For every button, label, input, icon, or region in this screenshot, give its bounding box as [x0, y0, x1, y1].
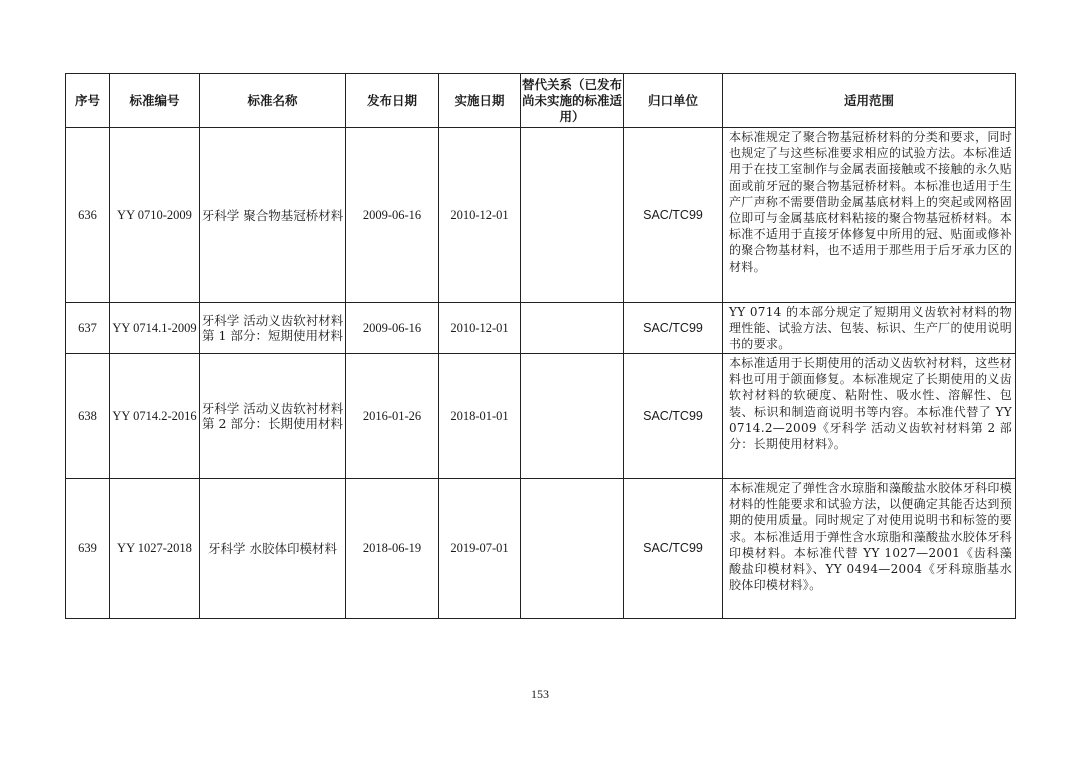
row-seq: 636 — [66, 128, 110, 303]
row-name: 牙科学 聚合物基冠桥材料 — [200, 128, 346, 303]
row-replacement — [521, 479, 624, 619]
row-publish-date: 2009-06-16 — [346, 303, 439, 354]
row-unit: SAC/TC99 — [624, 128, 723, 303]
row-replacement — [521, 303, 624, 354]
row-scope: 本标准规定了聚合物基冠桥材料的分类和要求，同时也规定了与这些标准要求相应的试验方法。本标准适用于在技工室制作与金属表面接触或不接触的永久贴面或前牙冠的聚合物基冠桥材料。本标准也适用于生产厂声称不需要借助金属基底材料上的突起或网格固位即可与金属基底材料粘接的聚合物基冠桥材料。本标准不适用于直接牙体修复中所用的冠、贴面或修补的聚合物基材料，也不适用于那些用于后牙承力区的材料。 — [723, 128, 1016, 303]
row-seq: 638 — [66, 354, 110, 479]
table-row — [66, 303, 1016, 354]
row-seq: 639 — [66, 479, 110, 619]
row-name: 牙科学 活动义齿软衬材料第 2 部分：长期使用材料 — [200, 354, 346, 479]
header-unit: 归口单位 — [624, 74, 723, 128]
row-seq: 637 — [66, 303, 110, 354]
row-publish-date: 2018-06-19 — [346, 479, 439, 619]
header-replacement: 替代关系（已发布尚未实施的标准适用） — [521, 74, 624, 128]
header-scope: 适用范围 — [723, 74, 1016, 128]
page-number: 153 — [531, 687, 549, 701]
row-unit: SAC/TC99 — [624, 303, 723, 354]
row-replacement — [521, 354, 624, 479]
row-publish-date: 2016-01-26 — [346, 354, 439, 479]
row-replacement — [521, 128, 624, 303]
row-name: 牙科学 活动义齿软衬材料第 1 部分：短期使用材料 — [200, 303, 346, 354]
header-name: 标准名称 — [200, 74, 346, 128]
table-row — [66, 479, 1016, 619]
table-row — [66, 128, 1016, 303]
row-code: YY 1027-2018 — [110, 479, 200, 619]
row-code: YY 0710-2009 — [110, 128, 200, 303]
row-implement-date: 2010-12-01 — [439, 128, 521, 303]
row-publish-date: 2009-06-16 — [346, 128, 439, 303]
row-scope: YY 0714 的本部分规定了短期用义齿软衬材料的物理性能、试验方法、包装、标识、生产厂的使用说明书的要求。 — [723, 303, 1016, 354]
row-scope: 本标准规定了弹性含水琼脂和藻酸盐水胶体牙科印模材料的性能要求和试验方法，以便确定其能否达到预期的使用质量。同时规定了对使用说明书和标签的要求。本标准适用于弹性含水琼脂和藻酸盐水胶体牙科印模材料。本标准代替 YY 1027—2001《齿科藻酸盐印模材料》、YY 0494—2004《牙科琼脂基水胶体印模材料》。 — [723, 479, 1016, 619]
row-implement-date: 2010-12-01 — [439, 303, 521, 354]
row-code: YY 0714.1-2009 — [110, 303, 200, 354]
row-code: YY 0714.2-2016 — [110, 354, 200, 479]
table-row — [66, 354, 1016, 479]
header-seq: 序号 — [66, 74, 110, 128]
row-unit: SAC/TC99 — [624, 354, 723, 479]
standards-table — [65, 73, 1016, 619]
row-scope: 本标准适用于长期使用的活动义齿软衬材料，这些材料也可用于颌面修复。本标准规定了长期使用的义齿软衬材料的软硬度、粘附性、吸水性、溶解性、包装、标识和制造商说明书等内容。本标准代替了 YY 0714.2—2009《牙科学 活动义齿软衬材料第 2 部分：长期使用材料》。 — [723, 354, 1016, 479]
row-implement-date: 2019-07-01 — [439, 479, 521, 619]
header-publish-date: 发布日期 — [346, 74, 439, 128]
header-row — [66, 74, 1016, 128]
header-implement-date: 实施日期 — [439, 74, 521, 128]
row-name: 牙科学 水胶体印模材料 — [200, 479, 346, 619]
header-code: 标准编号 — [110, 74, 200, 128]
row-implement-date: 2018-01-01 — [439, 354, 521, 479]
row-unit: SAC/TC99 — [624, 479, 723, 619]
